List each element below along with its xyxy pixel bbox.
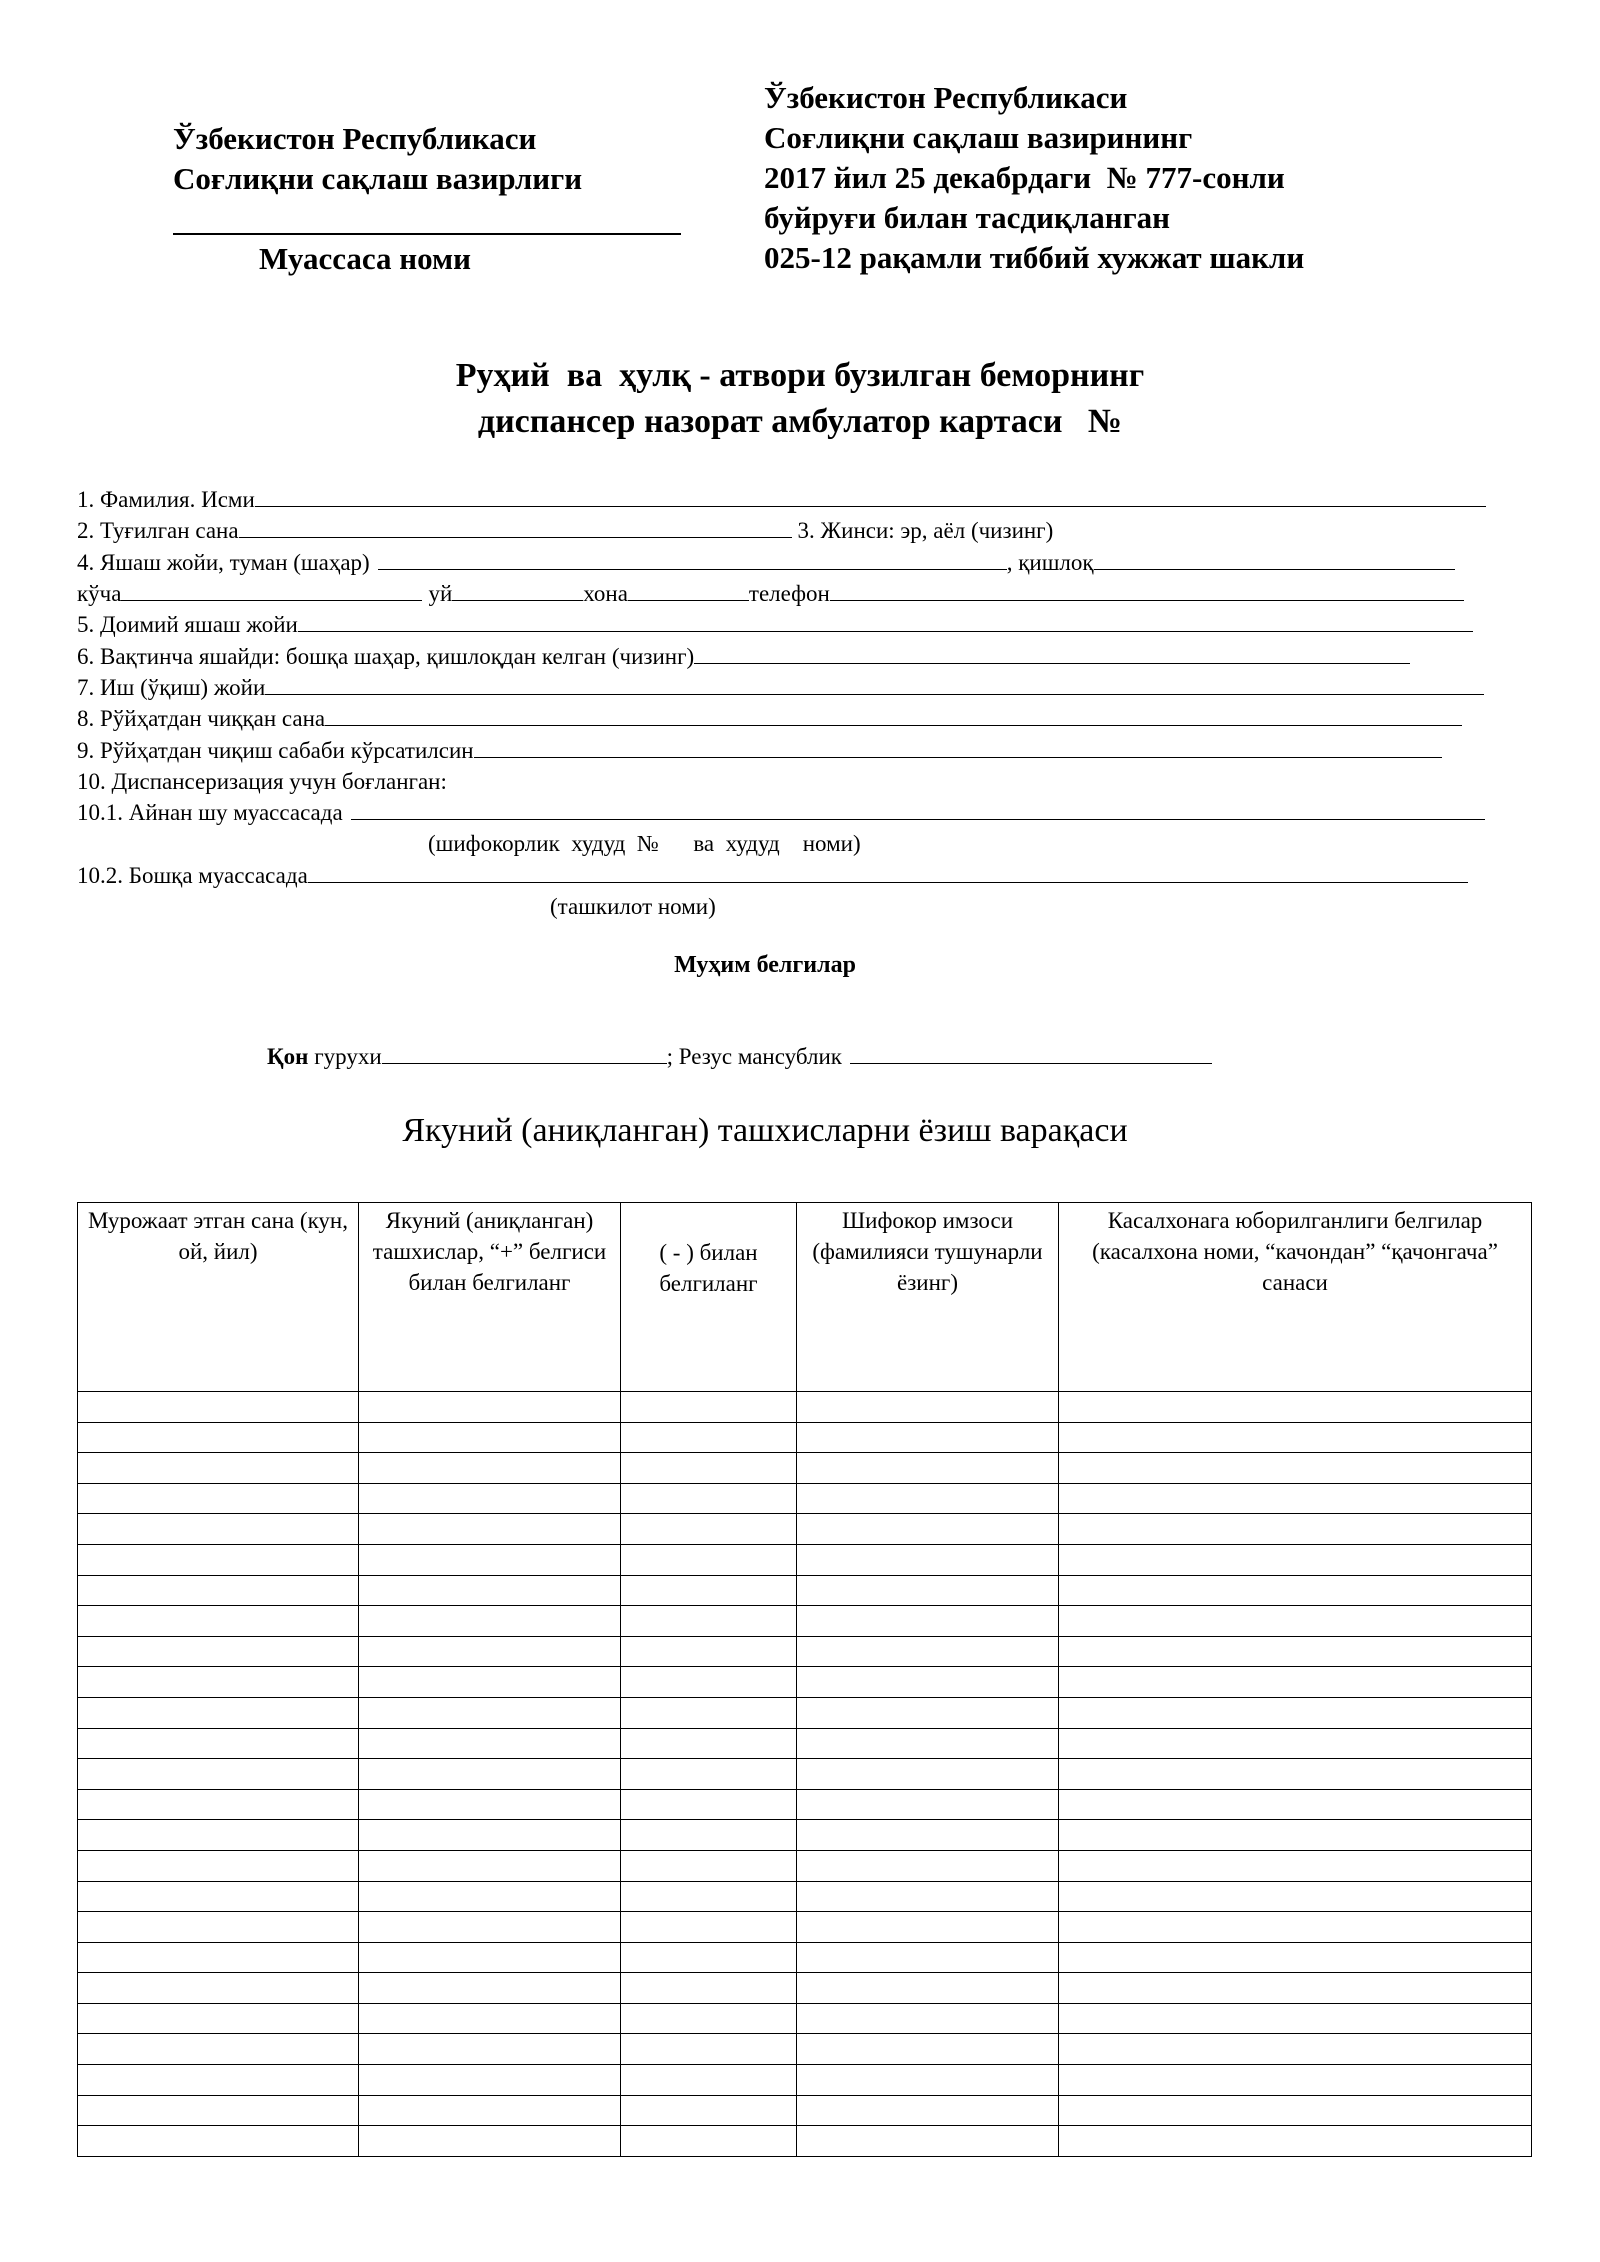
important-heading: Муҳим белгилар bbox=[674, 952, 856, 978]
table-cell[interactable] bbox=[78, 1636, 359, 1667]
table-cell[interactable] bbox=[797, 1973, 1059, 2004]
table-cell[interactable] bbox=[1059, 1667, 1532, 1698]
table-cell[interactable] bbox=[797, 1881, 1059, 1912]
col-minus-mark-label: ( - ) билан белгиланг bbox=[659, 1240, 758, 1296]
table-cell[interactable] bbox=[1059, 2065, 1532, 2096]
table-cell[interactable] bbox=[78, 2095, 359, 2126]
table-cell[interactable] bbox=[1059, 2095, 1532, 2126]
temporary-label[interactable]: 6. Вақтинча яшайди: бошқа шаҳар, қишлоқдан келган (чизинг) bbox=[77, 644, 695, 669]
table-cell[interactable] bbox=[797, 2065, 1059, 2096]
table-cell[interactable] bbox=[797, 1789, 1059, 1820]
table-cell[interactable] bbox=[78, 1881, 359, 1912]
table-cell[interactable] bbox=[621, 2003, 797, 2034]
approval-line-2: Соғлиқни сақлаш вазирининг bbox=[764, 120, 1193, 155]
table-cell[interactable] bbox=[621, 2126, 797, 2157]
table-row bbox=[78, 2034, 1532, 2065]
table-row bbox=[78, 1453, 1532, 1484]
table-cell[interactable] bbox=[1059, 1606, 1532, 1637]
table-cell[interactable] bbox=[797, 1759, 1059, 1790]
table-cell[interactable] bbox=[78, 1759, 359, 1790]
table-cell[interactable] bbox=[797, 1667, 1059, 1698]
approval-line-4: буйруғи билан тасдиқланган bbox=[764, 200, 1171, 235]
permanent-label: 5. Доимий яшаш жойи bbox=[77, 612, 298, 637]
table-cell[interactable] bbox=[797, 1544, 1059, 1575]
rhesus-field[interactable] bbox=[850, 1041, 1212, 1064]
table-cell[interactable] bbox=[359, 2095, 621, 2126]
work-row bbox=[77, 672, 1484, 704]
surname-row bbox=[77, 484, 1486, 516]
birth-date-label: 2. Туғилган сана bbox=[77, 518, 239, 543]
table-cell[interactable] bbox=[1059, 2126, 1532, 2157]
deregister-date-row bbox=[77, 703, 1462, 735]
residence-row bbox=[77, 547, 1455, 579]
table-cell[interactable] bbox=[797, 1514, 1059, 1545]
table-cell[interactable] bbox=[359, 1697, 621, 1728]
other-institution-row bbox=[77, 860, 1468, 892]
deregister-reason-field[interactable] bbox=[474, 735, 1442, 758]
table-cell[interactable] bbox=[621, 1575, 797, 1606]
table-cell[interactable] bbox=[78, 2126, 359, 2157]
table-cell[interactable] bbox=[797, 1453, 1059, 1484]
table-cell[interactable] bbox=[621, 1422, 797, 1453]
table-cell[interactable] bbox=[359, 1850, 621, 1881]
table-cell[interactable] bbox=[797, 1728, 1059, 1759]
rhesus-label: ; Резус мансублик bbox=[666, 1044, 842, 1069]
table-cell[interactable] bbox=[78, 1789, 359, 1820]
table-row bbox=[78, 1942, 1532, 1973]
table-cell[interactable] bbox=[359, 1575, 621, 1606]
table-row bbox=[78, 1697, 1532, 1728]
deregister-date-field[interactable] bbox=[325, 703, 1462, 726]
table-cell[interactable] bbox=[78, 1973, 359, 2004]
table-cell[interactable] bbox=[1059, 2003, 1532, 2034]
table-cell[interactable] bbox=[797, 1942, 1059, 1973]
table-row bbox=[78, 1422, 1532, 1453]
table-cell[interactable] bbox=[359, 1422, 621, 1453]
table-row bbox=[78, 1544, 1532, 1575]
table-cell[interactable] bbox=[797, 1606, 1059, 1637]
table-cell[interactable] bbox=[621, 1483, 797, 1514]
table-cell[interactable] bbox=[621, 1973, 797, 2004]
header-right bbox=[764, 78, 1304, 278]
col-doctor-signature: Шифокор имзоси (фамилияси тушунарли ёзинг) bbox=[797, 1203, 1059, 1392]
table-cell[interactable] bbox=[621, 1759, 797, 1790]
table-cell[interactable] bbox=[621, 1850, 797, 1881]
table-row bbox=[78, 1575, 1532, 1606]
table-row bbox=[78, 1483, 1532, 1514]
table-cell[interactable] bbox=[78, 1453, 359, 1484]
street-field[interactable] bbox=[121, 578, 422, 601]
table-row bbox=[78, 1392, 1532, 1423]
page-title bbox=[0, 353, 1600, 445]
table-cell[interactable] bbox=[78, 1606, 359, 1637]
table-cell[interactable] bbox=[1059, 1392, 1532, 1423]
table-cell[interactable] bbox=[621, 1636, 797, 1667]
table-cell[interactable] bbox=[1059, 1820, 1532, 1851]
table-cell[interactable] bbox=[78, 1850, 359, 1881]
table-cell[interactable] bbox=[359, 2065, 621, 2096]
temporary-field[interactable] bbox=[694, 641, 1410, 664]
table-cell[interactable] bbox=[359, 2034, 621, 2065]
table-cell[interactable] bbox=[797, 2003, 1059, 2034]
phone-field[interactable] bbox=[830, 578, 1464, 601]
table-cell[interactable] bbox=[359, 1973, 621, 2004]
col-visit-date: Мурожаат этган сана (кун, ой, йил) bbox=[78, 1203, 359, 1392]
table-cell[interactable] bbox=[78, 1392, 359, 1423]
col-minus-mark bbox=[621, 1203, 797, 1392]
surname-label: 1. Фамилия. Исми bbox=[77, 487, 255, 512]
gender-label[interactable]: 3. Жинси: эр, аёл (чизинг) bbox=[797, 518, 1054, 543]
table-cell[interactable] bbox=[1059, 1422, 1532, 1453]
table-cell[interactable] bbox=[359, 1942, 621, 1973]
table-row bbox=[78, 1973, 1532, 2004]
table-cell[interactable] bbox=[359, 1453, 621, 1484]
table-cell[interactable] bbox=[359, 1881, 621, 1912]
room-field[interactable] bbox=[628, 578, 749, 601]
table-cell[interactable] bbox=[621, 1453, 797, 1484]
house-field[interactable] bbox=[452, 578, 583, 601]
header-left bbox=[173, 119, 582, 199]
table-cell[interactable] bbox=[1059, 1881, 1532, 1912]
table-cell[interactable] bbox=[797, 2126, 1059, 2157]
table-cell[interactable] bbox=[359, 1544, 621, 1575]
other-institution-hint: (ташкилот номи) bbox=[550, 894, 716, 919]
phone-label: телефон bbox=[748, 581, 830, 606]
table-cell[interactable] bbox=[78, 1422, 359, 1453]
table-cell[interactable] bbox=[797, 1912, 1059, 1943]
deregister-date-label: 8. Рўйҳатдан чиққан сана bbox=[77, 706, 326, 731]
table-cell[interactable] bbox=[78, 2034, 359, 2065]
table-cell[interactable] bbox=[78, 1544, 359, 1575]
table-cell[interactable] bbox=[621, 1667, 797, 1698]
birth-gender-row bbox=[77, 515, 1053, 547]
table-cell[interactable] bbox=[78, 1728, 359, 1759]
table-cell[interactable] bbox=[621, 1514, 797, 1545]
table-cell[interactable] bbox=[1059, 1912, 1532, 1943]
diagnosis-table bbox=[77, 1202, 1532, 2157]
this-institution-row bbox=[77, 797, 1485, 829]
table-cell[interactable] bbox=[359, 1636, 621, 1667]
table-cell[interactable] bbox=[359, 1728, 621, 1759]
table-cell[interactable] bbox=[1059, 1789, 1532, 1820]
table-row bbox=[78, 1789, 1532, 1820]
table-row bbox=[78, 1728, 1532, 1759]
sheet-title: Якуний (аниқланган) ташхисларни ёзиш варақаси bbox=[402, 1112, 1128, 1149]
room-label: хона bbox=[583, 581, 628, 606]
table-cell[interactable] bbox=[621, 1942, 797, 1973]
permanent-row bbox=[77, 609, 1473, 641]
table-cell[interactable] bbox=[78, 1483, 359, 1514]
table-cell[interactable] bbox=[359, 1912, 621, 1943]
title-line-1: Руҳий ва ҳулқ - атвори бузилган беморнинг bbox=[455, 357, 1145, 394]
ministry-name: Соғлиқни сақлаш вазирлиги bbox=[173, 161, 583, 196]
house-label: уй bbox=[428, 581, 453, 606]
table-cell[interactable] bbox=[1059, 1483, 1532, 1514]
table-cell[interactable] bbox=[1059, 1544, 1532, 1575]
col-hospital-referral: Касалхонага юборилганлиги белгилар (касалхона номи, “качондан” “қачонгача” санаси bbox=[1059, 1203, 1532, 1392]
table-cell[interactable] bbox=[1059, 1759, 1532, 1790]
table-row bbox=[78, 1667, 1532, 1698]
table-cell[interactable] bbox=[78, 2065, 359, 2096]
table-cell[interactable] bbox=[1059, 2034, 1532, 2065]
surname-field[interactable] bbox=[255, 484, 1486, 507]
work-field[interactable] bbox=[265, 672, 1484, 695]
temporary-row bbox=[77, 641, 1410, 673]
table-row bbox=[78, 1514, 1532, 1545]
institution-name-line[interactable] bbox=[173, 233, 681, 235]
this-institution-field[interactable] bbox=[351, 797, 1485, 820]
table-cell[interactable] bbox=[1059, 1697, 1532, 1728]
table-row bbox=[78, 1881, 1532, 1912]
ministry-country: Ўзбекистон Республикаси bbox=[173, 121, 537, 156]
table-cell[interactable] bbox=[621, 1881, 797, 1912]
table-cell[interactable] bbox=[359, 2126, 621, 2157]
table-row bbox=[78, 1636, 1532, 1667]
table-cell[interactable] bbox=[797, 2095, 1059, 2126]
table-row bbox=[78, 2126, 1532, 2157]
table-cell[interactable] bbox=[797, 1697, 1059, 1728]
village-field[interactable] bbox=[1094, 547, 1455, 570]
table-row bbox=[78, 1606, 1532, 1637]
table-cell[interactable] bbox=[797, 1820, 1059, 1851]
table-cell[interactable] bbox=[621, 1728, 797, 1759]
blood-label-rest: гурухи bbox=[308, 1044, 382, 1069]
table-cell[interactable] bbox=[621, 2034, 797, 2065]
table-cell[interactable] bbox=[797, 1575, 1059, 1606]
village-label: , қишлоқ bbox=[1006, 550, 1094, 575]
table-cell[interactable] bbox=[1059, 1850, 1532, 1881]
table-cell[interactable] bbox=[1059, 1453, 1532, 1484]
table-row bbox=[78, 1912, 1532, 1943]
table-cell[interactable] bbox=[359, 1483, 621, 1514]
table-cell[interactable] bbox=[1059, 1728, 1532, 1759]
approval-line-3: 2017 йил 25 декабрдаги № 777-сонли bbox=[764, 160, 1285, 195]
this-institution-label: 10.1. Айнан шу муассасада bbox=[77, 800, 343, 825]
other-institution-label: 10.2. Бошқа муассасада bbox=[77, 863, 308, 888]
table-cell[interactable] bbox=[1059, 1514, 1532, 1545]
table-cell[interactable] bbox=[78, 1942, 359, 1973]
table-cell[interactable] bbox=[621, 1789, 797, 1820]
table-cell[interactable] bbox=[621, 1697, 797, 1728]
this-institution-hint: (шифокорлик худуд № ва худуд номи) bbox=[428, 831, 861, 856]
approval-line-5: 025-12 рақамли тиббий хужжат шакли bbox=[764, 240, 1305, 275]
table-cell[interactable] bbox=[797, 1422, 1059, 1453]
table-cell[interactable] bbox=[621, 2095, 797, 2126]
table-header-row bbox=[78, 1203, 1532, 1392]
table-cell[interactable] bbox=[78, 2003, 359, 2034]
table-cell[interactable] bbox=[359, 1514, 621, 1545]
table-cell[interactable] bbox=[621, 1392, 797, 1423]
street-label: кўча bbox=[77, 581, 122, 606]
table-cell[interactable] bbox=[78, 1820, 359, 1851]
table-cell[interactable] bbox=[797, 1636, 1059, 1667]
table-cell[interactable] bbox=[621, 1820, 797, 1851]
table-cell[interactable] bbox=[1059, 1942, 1532, 1973]
address-row bbox=[77, 578, 1464, 610]
table-cell[interactable] bbox=[359, 1789, 621, 1820]
table-cell[interactable] bbox=[78, 1514, 359, 1545]
table-row bbox=[78, 2003, 1532, 2034]
title-line-2: диспансер назорат амбулатор картаси № bbox=[477, 403, 1123, 440]
approval-line-1: Ўзбекистон Республикаси bbox=[764, 80, 1128, 115]
work-label: 7. Иш (ўқиш) жойи bbox=[77, 675, 266, 700]
table-cell[interactable] bbox=[621, 1606, 797, 1637]
permanent-field[interactable] bbox=[298, 609, 1473, 632]
table-cell[interactable] bbox=[797, 1392, 1059, 1423]
table-cell[interactable] bbox=[797, 2034, 1059, 2065]
table-row bbox=[78, 1820, 1532, 1851]
dispensary-row bbox=[77, 766, 447, 798]
table-cell[interactable] bbox=[1059, 1973, 1532, 2004]
other-institution-field[interactable] bbox=[308, 860, 1468, 883]
deregister-reason-row bbox=[77, 735, 1442, 767]
table-cell[interactable] bbox=[78, 1697, 359, 1728]
table-cell[interactable] bbox=[1059, 1636, 1532, 1667]
table-row bbox=[78, 1759, 1532, 1790]
table-cell[interactable] bbox=[621, 2065, 797, 2096]
table-cell[interactable] bbox=[78, 1912, 359, 1943]
blood-row bbox=[267, 1041, 1212, 1073]
deregister-reason-label: 9. Рўйҳатдан чиқиш сабаби кўрсатилсин bbox=[77, 738, 474, 763]
table-cell[interactable] bbox=[359, 1820, 621, 1851]
birth-date-field[interactable] bbox=[239, 515, 792, 538]
table-cell[interactable] bbox=[621, 1544, 797, 1575]
table-cell[interactable] bbox=[359, 2003, 621, 2034]
table-cell[interactable] bbox=[78, 1575, 359, 1606]
table-body bbox=[78, 1392, 1532, 2157]
table-cell[interactable] bbox=[797, 1850, 1059, 1881]
residence-label: 4. Яшаш жойи, туман (шаҳар) bbox=[77, 550, 370, 575]
table-cell[interactable] bbox=[797, 1483, 1059, 1514]
table-cell[interactable] bbox=[359, 1392, 621, 1423]
table-cell[interactable] bbox=[359, 1759, 621, 1790]
institution-label: Муассаса номи bbox=[259, 241, 471, 276]
col-final-diagnosis: Якуний (аниқланган) ташхислар, “+” белгиси билан белгиланг bbox=[359, 1203, 621, 1392]
table-cell[interactable] bbox=[359, 1667, 621, 1698]
table-row bbox=[78, 1850, 1532, 1881]
dispensary-label: 10. Диспансеризация учун боғланган: bbox=[77, 769, 447, 794]
table-cell[interactable] bbox=[621, 1912, 797, 1943]
table-cell[interactable] bbox=[78, 1667, 359, 1698]
district-field[interactable] bbox=[378, 547, 1007, 570]
table-cell[interactable] bbox=[359, 1606, 621, 1637]
blood-label-bold: Қон bbox=[267, 1044, 309, 1069]
blood-group-field[interactable] bbox=[382, 1041, 667, 1064]
table-cell[interactable] bbox=[1059, 1575, 1532, 1606]
table-row bbox=[78, 2065, 1532, 2096]
table-row bbox=[78, 2095, 1532, 2126]
